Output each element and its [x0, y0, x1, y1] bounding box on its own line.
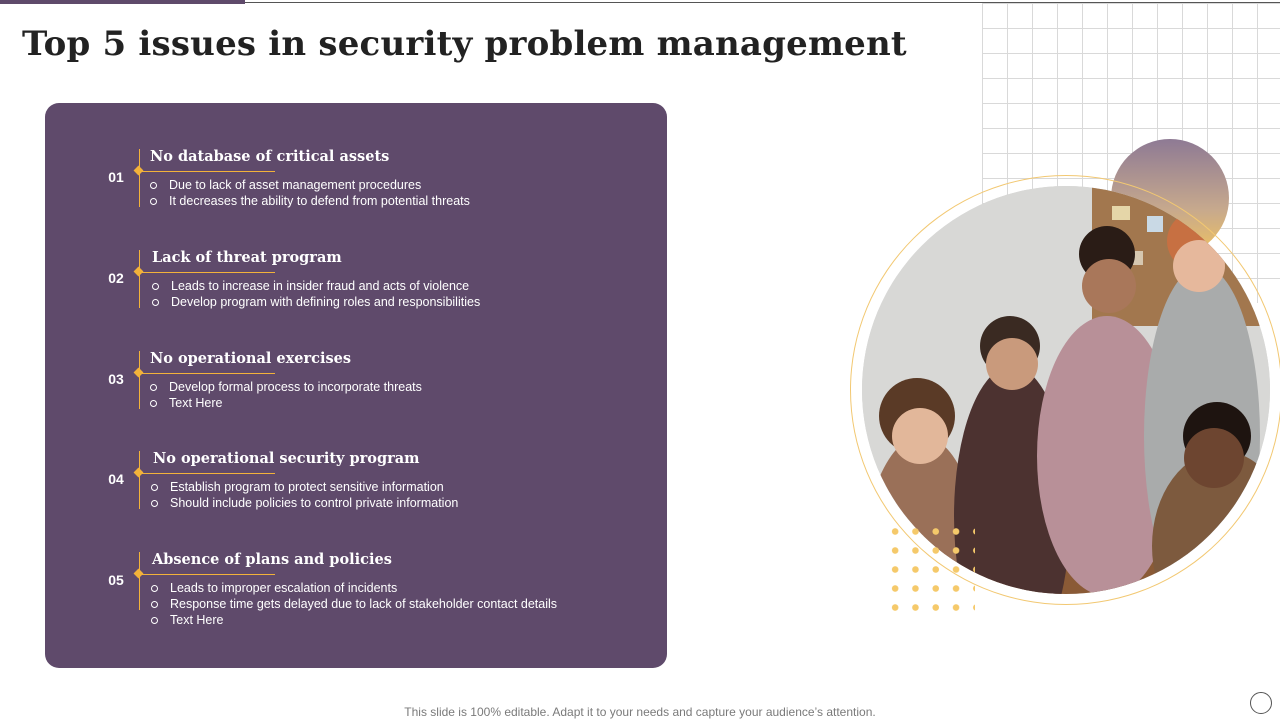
connector-horizontal-line [139, 373, 275, 374]
issue-bullet-list [151, 580, 557, 628]
connector-horizontal-line [139, 574, 275, 575]
issue-bullet-list [152, 278, 480, 310]
connector-vertical-line [139, 149, 140, 207]
slide-title: Top 5 issues in security problem management [22, 24, 907, 64]
connector-horizontal-line [139, 171, 275, 172]
issue-bullet-list [150, 379, 422, 411]
issue-item-3 [45, 347, 667, 437]
bullet-item: Leads to improper escalation of incidents [151, 580, 557, 596]
issue-title: No operational exercises [150, 350, 352, 367]
slide-nav-circle-icon[interactable] [1250, 692, 1272, 714]
connector-vertical-line [139, 250, 140, 308]
diamond-marker-icon [134, 368, 144, 378]
issue-bullet-list [150, 177, 470, 209]
issues-panel [45, 103, 667, 668]
diamond-marker-icon [134, 166, 144, 176]
connector-vertical-line [139, 552, 140, 610]
issue-title: No operational security program [153, 450, 420, 467]
bullet-item: Text Here [151, 612, 557, 628]
diamond-marker-icon [134, 468, 144, 478]
bullet-item: Establish program to protect sensitive information [151, 479, 458, 495]
issue-item-5 [45, 548, 667, 658]
connector-horizontal-line [139, 473, 275, 474]
issue-number: 02 [108, 270, 124, 286]
issue-title: Absence of plans and policies [152, 551, 392, 568]
connector-vertical-line [139, 351, 140, 409]
issue-item-2 [45, 246, 667, 336]
issue-title: Lack of threat program [152, 249, 342, 266]
issue-number: 05 [108, 572, 124, 588]
bullet-item: Develop formal process to incorporate threats [150, 379, 422, 395]
bullet-item: Text Here [150, 395, 422, 411]
diamond-marker-icon [134, 267, 144, 277]
issue-number: 01 [108, 169, 124, 185]
issue-number: 03 [108, 371, 124, 387]
diamond-marker-icon [134, 569, 144, 579]
bullet-item: Develop program with defining roles and responsibilities [152, 294, 480, 310]
connector-vertical-line [139, 451, 140, 509]
bullet-item: It decreases the ability to defend from potential threats [150, 193, 470, 209]
bullet-item: Leads to increase in insider fraud and acts of violence [152, 278, 480, 294]
issue-item-4 [45, 447, 667, 537]
issue-item-1 [45, 145, 667, 235]
bullet-item: Should include policies to control private information [151, 495, 458, 511]
bullet-item: Due to lack of asset management procedures [150, 177, 470, 193]
issue-title: No database of critical assets [150, 148, 390, 165]
footer-note: This slide is 100% editable. Adapt it to your needs and capture your audience’s attention. [404, 705, 876, 719]
issue-number: 04 [108, 471, 124, 487]
decorative-dot-pattern [885, 522, 975, 612]
connector-horizontal-line [139, 272, 275, 273]
issue-bullet-list [151, 479, 458, 511]
top-accent-bar [0, 0, 245, 4]
bullet-item: Response time gets delayed due to lack of stakeholder contact details [151, 596, 557, 612]
